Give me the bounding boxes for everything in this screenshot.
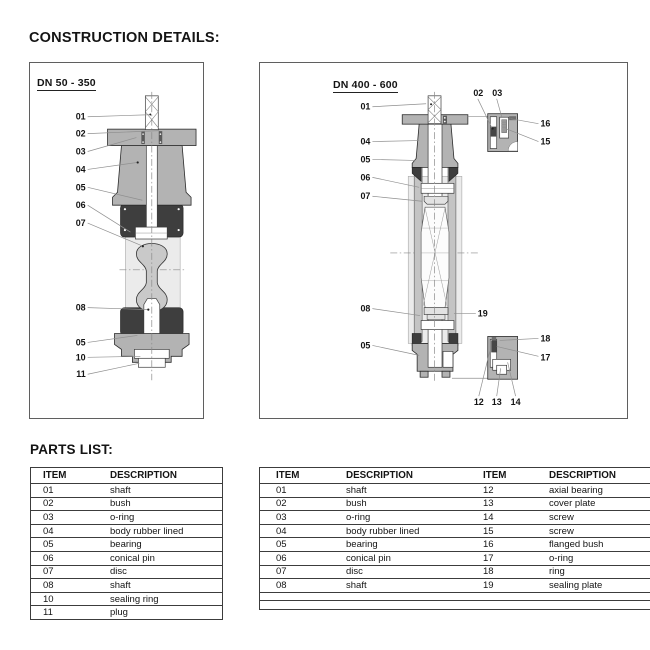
empty-cell [541,601,650,610]
table-row [260,524,650,538]
table-row [31,565,223,579]
parts-table-right [259,467,650,610]
table-row [260,579,650,593]
description-cell: flanged bush [541,538,650,552]
diagram-caption: DN 50 - 350 [37,77,96,89]
item-cell: 15 [474,524,541,538]
item-cell: 10 [31,592,106,606]
description-cell: bearing [105,538,223,552]
screw-detail [502,120,507,133]
detail-box-bottom [488,336,518,379]
ring-detail [492,337,496,341]
item-cell: 18 [474,565,541,579]
description-cell: disc [338,565,474,579]
callout-label: 03 [75,146,86,157]
empty-cell [338,601,474,610]
item-cell: 13 [474,497,541,511]
description-cell: conical pin [338,551,474,565]
description-cell: shaft [105,579,223,593]
cover-plate-detail [497,365,507,374]
bottom-corner-cut [443,351,453,367]
callout-label: 08 [75,302,86,313]
callout-labels [76,112,86,380]
description-cell: cover plate [541,497,650,511]
callout-label: 02 [473,87,484,98]
callout-label: 01 [75,111,86,122]
table-row [31,551,223,565]
callout-label: 19 [477,308,488,319]
item-cell: 02 [260,497,339,511]
description-cell: sealing plate [541,579,650,593]
callout-label: 11 [76,369,86,380]
description-cell: screw [541,524,650,538]
item-cell: 05 [31,538,106,552]
item-cell: 06 [31,551,106,565]
callout-label: 18 [540,333,551,344]
item-cell: 08 [31,579,106,593]
column-header-description: DESCRIPTION [338,468,474,484]
description-cell: bearing [338,538,474,552]
callout-label: 08 [360,303,371,314]
description-cell: bush [105,497,223,511]
column-header-description: DESCRIPTION [105,468,223,484]
column-header-item: ITEM [474,468,541,484]
callout-label: 05 [75,182,86,193]
callout-label: 01 [360,101,371,112]
table-row [260,484,650,498]
sealing-plate [424,308,448,315]
callout-label: 05 [360,340,371,351]
bottom-band [421,321,454,330]
description-cell: axial bearing [541,484,650,498]
diagram-panel-dn50-350 [29,62,204,419]
item-cell: 03 [31,511,106,525]
item-cell: 07 [31,565,106,579]
description-cell: ring [541,565,650,579]
description-cell: shaft [338,579,474,593]
callout-label: 05 [360,154,371,165]
disc-hub-top [424,196,448,204]
item-cell: 04 [31,524,106,538]
callout-label: 02 [75,128,86,139]
description-cell: bush [338,497,474,511]
description-cell: disc [105,565,223,579]
callout-label: 07 [75,218,86,229]
foot-left [420,371,428,377]
valve-cross-section-dn400-600 [260,63,627,418]
empty-cell [260,592,339,601]
butterfly-disc [421,207,449,307]
description-cell: o-ring [105,511,223,525]
item-cell: 16 [474,538,541,552]
table-row [31,511,223,525]
item-cell: 06 [260,551,339,565]
table-row [260,551,650,565]
callout-label: 12 [473,397,484,408]
table-row [31,497,223,511]
callout-label: 06 [75,200,86,211]
sealing-plate-lower [427,315,445,320]
item-cell: 19 [474,579,541,593]
item-cell: 08 [260,579,339,593]
callout-label: 13 [491,397,502,408]
item-cell: 11 [43,607,53,619]
callout-label: 16 [540,118,551,129]
table-row [31,538,223,552]
parts-list-title: PARTS LIST: [30,442,113,457]
item-cell: 02 [31,497,106,511]
oring-screw-detail [491,340,496,352]
table-row-empty [260,592,650,601]
page-title: CONSTRUCTION DETAILS: [29,30,220,46]
callout-label: 10 [75,352,86,363]
callout-label: 14 [510,397,521,408]
table-row-empty [260,601,650,610]
callout-label: 05 [75,337,86,348]
table-row [31,524,223,538]
description-cell: screw [541,511,650,525]
callout-label: 04 [360,136,371,147]
table-row [31,606,223,620]
item-cell: 17 [474,551,541,565]
item-cell: 12 [474,484,541,498]
description-cell: conical pin [105,551,223,565]
callout-label: 03 [492,87,503,98]
diagram-caption: DN 400 - 600 [333,79,398,91]
empty-cell [338,592,474,601]
table-row [31,579,223,593]
description-cell: plug [110,607,128,619]
column-header-item: ITEM [31,468,106,484]
diagram-panel-dn400-600 [259,62,628,419]
table-row [260,511,650,525]
empty-cell [260,601,339,610]
callout-label: 15 [540,136,551,147]
table-row [31,484,223,498]
table-header-row [260,468,650,484]
item-cell: 05 [260,538,339,552]
callout-label: 17 [540,352,551,363]
parts-table-left [30,467,223,620]
description-cell: body rubber lined [105,524,223,538]
description-cell: shaft [338,484,474,498]
item-cell: 04 [260,524,339,538]
callout-label: 07 [360,191,371,202]
description-cell: sealing ring [105,592,223,606]
description-cell: body rubber lined [338,524,474,538]
table-row [260,497,650,511]
item-cell: 01 [260,484,339,498]
callout-label: 06 [360,172,371,183]
empty-cell [474,601,541,610]
description-cell: o-ring [338,511,474,525]
foot-right [442,371,450,377]
column-header-description: DESCRIPTION [541,468,650,484]
item-cell: 01 [31,484,106,498]
bush [443,116,447,124]
table-header-row [31,468,223,484]
callout-label: 04 [75,164,86,175]
valve-cross-section-dn50-350 [30,63,203,418]
item-cell: 03 [260,511,339,525]
description-cell: o-ring [541,551,650,565]
empty-cell [474,592,541,601]
table-row [31,592,223,606]
empty-cell [541,592,650,601]
table-row [260,538,650,552]
table-row [260,565,650,579]
description-cell: shaft [105,484,223,498]
item-cell: 14 [474,511,541,525]
column-header-item: ITEM [260,468,339,484]
item-cell: 07 [260,565,339,579]
